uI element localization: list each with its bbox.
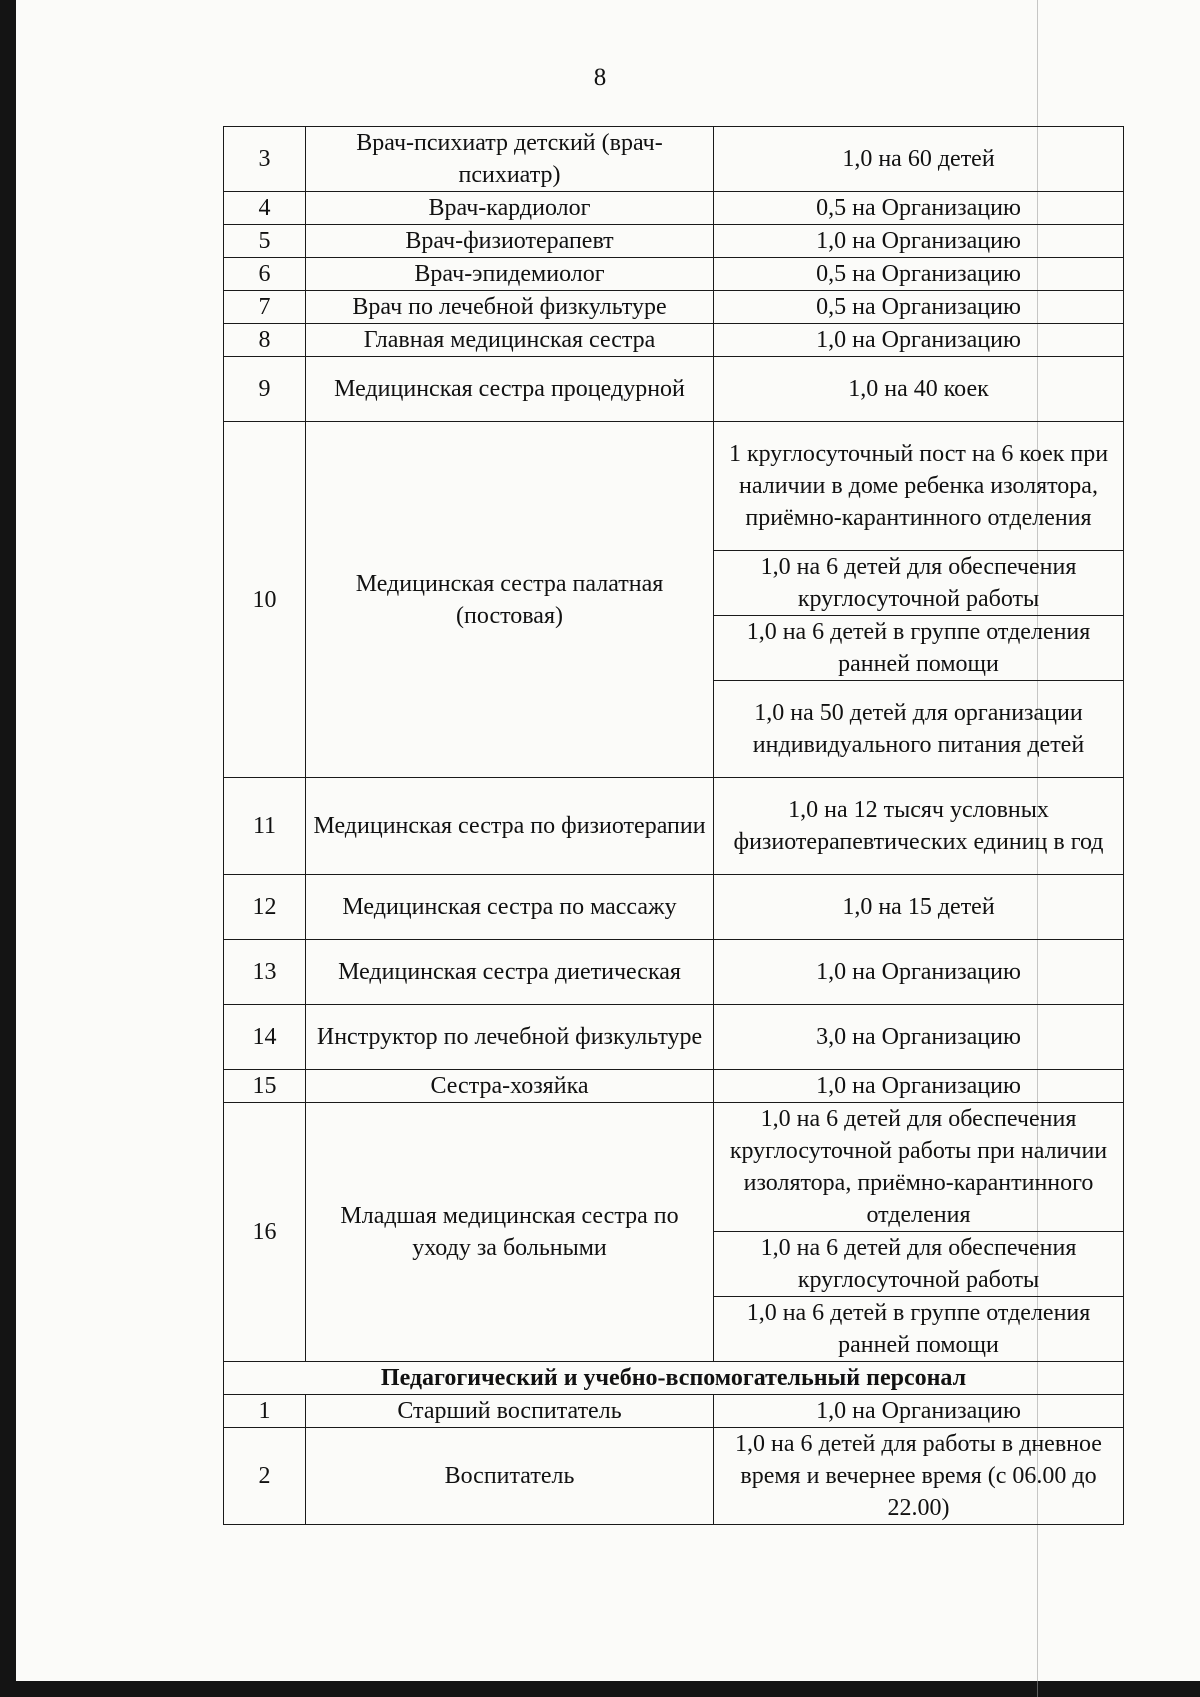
staffing-norm: 1,0 на 6 детей в группе отделения ранней помощи (714, 1297, 1124, 1362)
table-row (224, 1395, 1124, 1428)
section-title: Педагогический и учебно-вспомогательный персонал (224, 1362, 1124, 1395)
row-number: 10 (224, 422, 306, 778)
position-title: Медицинская сестра палатная (постовая) (306, 422, 714, 778)
table-row (224, 940, 1124, 1005)
table-row (224, 778, 1124, 875)
staffing-norm: 1,0 на 6 детей для обеспечения круглосуточной работы (714, 551, 1124, 616)
position-title: Врач-кардиолог (306, 192, 714, 225)
table-row (224, 1005, 1124, 1070)
row-number: 11 (224, 778, 306, 875)
position-title: Старший воспитатель (306, 1395, 714, 1428)
staffing-norm: 1,0 на 6 детей для обеспечения круглосуточной работы (714, 1232, 1124, 1297)
staffing-norm: 1,0 на Организацию (714, 324, 1124, 357)
position-title: Сестра-хозяйка (306, 1070, 714, 1103)
row-number: 1 (224, 1395, 306, 1428)
staffing-norm: 1,0 на 50 детей для организации индивидуального питания детей (714, 681, 1124, 778)
staffing-norm: 1,0 на 6 детей для работы в дневное время и вечернее время (с 06.00 до 22.00) (714, 1428, 1124, 1525)
staffing-norm: 1,0 на Организацию (714, 1395, 1124, 1428)
row-number: 8 (224, 324, 306, 357)
table-row (224, 324, 1124, 357)
row-number: 12 (224, 875, 306, 940)
row-number: 3 (224, 127, 306, 192)
row-number: 7 (224, 291, 306, 324)
table-row (224, 291, 1124, 324)
table-row (224, 225, 1124, 258)
position-title: Врач-эпидемиолог (306, 258, 714, 291)
position-title: Врач-физиотерапевт (306, 225, 714, 258)
position-title: Инструктор по лечебной физкультуре (306, 1005, 714, 1070)
position-title: Главная медицинская сестра (306, 324, 714, 357)
staffing-norm: 1,0 на 12 тысяч условных физиотерапевтических единиц в год (714, 778, 1124, 875)
staffing-table-body (224, 127, 1124, 1525)
scan-left-border (0, 0, 16, 1697)
staffing-table (223, 126, 1124, 1525)
staffing-norm: 1,0 на Организацию (714, 940, 1124, 1005)
row-number: 9 (224, 357, 306, 422)
staffing-norm: 0,5 на Организацию (714, 192, 1124, 225)
row-number: 5 (224, 225, 306, 258)
row-number: 13 (224, 940, 306, 1005)
row-number: 6 (224, 258, 306, 291)
staffing-norm: 1 круглосуточный пост на 6 коек при наличии в доме ребенка изолятора, приёмно-карантинного отделения (714, 422, 1124, 551)
position-title: Врач по лечебной физкультуре (306, 291, 714, 324)
staffing-norm: 1,0 на 40 коек (714, 357, 1124, 422)
table-row (224, 1103, 1124, 1232)
row-number: 16 (224, 1103, 306, 1362)
position-title: Медицинская сестра диетическая (306, 940, 714, 1005)
row-number: 4 (224, 192, 306, 225)
table-row (224, 127, 1124, 192)
staffing-norm: 0,5 на Организацию (714, 291, 1124, 324)
staffing-norm: 1,0 на 6 детей для обеспечения круглосуточной работы при наличии изолятора, приёмно-карантинного отделения (714, 1103, 1124, 1232)
row-number: 14 (224, 1005, 306, 1070)
staffing-norm: 3,0 на Организацию (714, 1005, 1124, 1070)
table-row (224, 192, 1124, 225)
staffing-norm: 1,0 на 60 детей (714, 127, 1124, 192)
table-row (224, 1070, 1124, 1103)
table-row (224, 875, 1124, 940)
staffing-norm: 0,5 на Организацию (714, 258, 1124, 291)
staffing-norm: 1,0 на 15 детей (714, 875, 1124, 940)
staffing-norm: 1,0 на Организацию (714, 1070, 1124, 1103)
table-row (224, 422, 1124, 551)
row-number: 15 (224, 1070, 306, 1103)
table-row (224, 258, 1124, 291)
table-row (224, 1428, 1124, 1525)
position-title: Медицинская сестра по массажу (306, 875, 714, 940)
staffing-norm: 1,0 на 6 детей в группе отделения ранней помощи (714, 616, 1124, 681)
section-header-row (224, 1362, 1124, 1395)
scan-bottom-border (0, 1681, 1200, 1697)
table-row (224, 357, 1124, 422)
position-title: Воспитатель (306, 1428, 714, 1525)
position-title: Медицинская сестра по физиотерапии (306, 778, 714, 875)
page-number: 8 (593, 64, 607, 91)
position-title: Младшая медицинская сестра по уходу за больными (306, 1103, 714, 1362)
position-title: Медицинская сестра процедурной (306, 357, 714, 422)
row-number: 2 (224, 1428, 306, 1525)
staffing-norm: 1,0 на Организацию (714, 225, 1124, 258)
position-title: Врач-психиатр детский (врач-психиатр) (306, 127, 714, 192)
